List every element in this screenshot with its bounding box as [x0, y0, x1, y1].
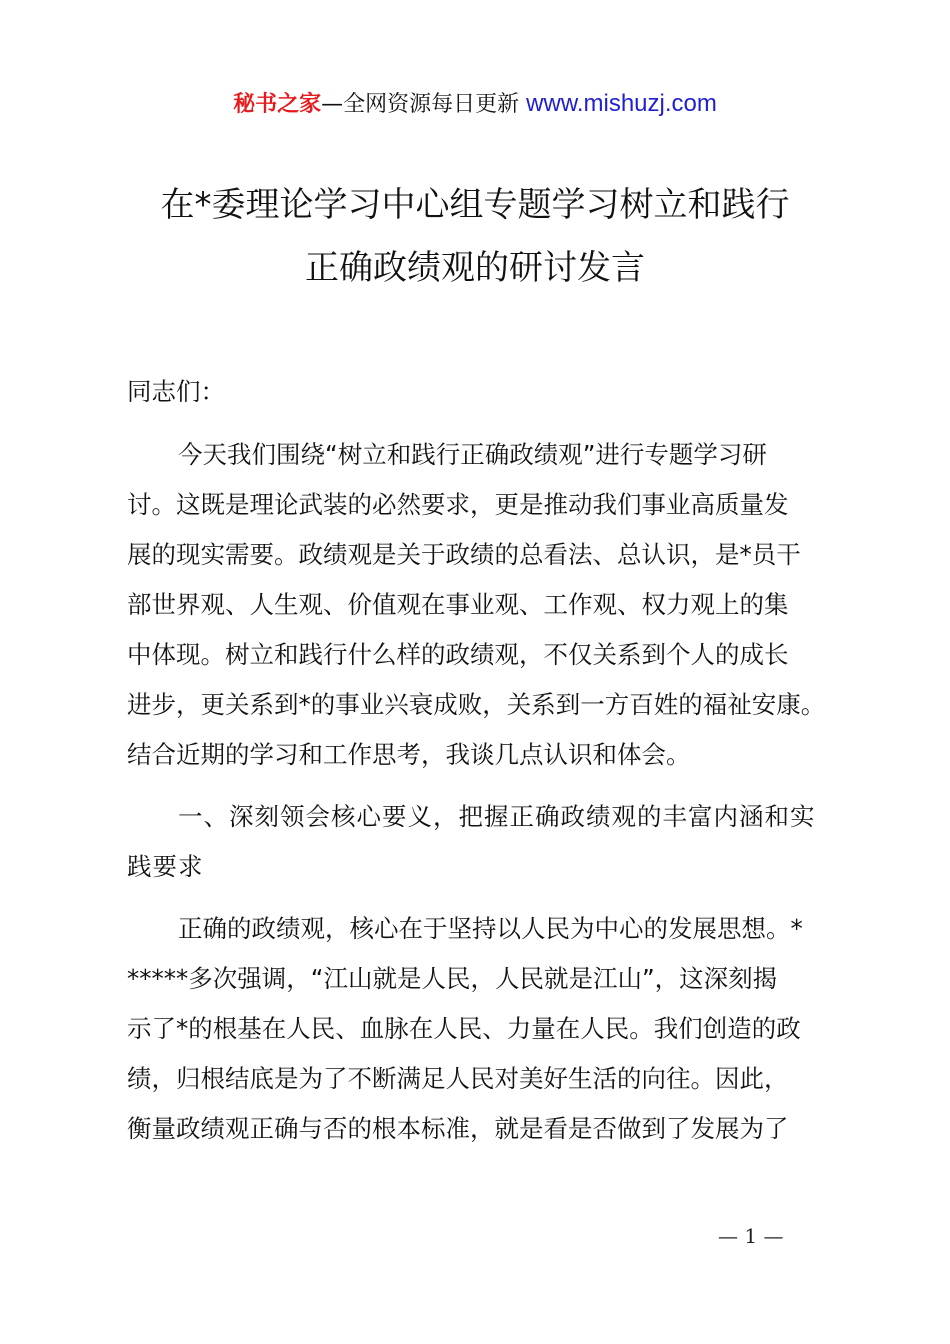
document-title-line-1: 在*委理论学习中心组专题学习树立和践行 [160, 185, 790, 225]
text-line: 进步，更关系到*的事业兴衰成败，关系到一方百姓的福祉安康。 [127, 690, 826, 719]
site-banner [0, 88, 950, 121]
text-line: 衡量政绩观正确与否的根本标准，就是看是否做到了发展为了 [127, 1114, 789, 1143]
text-line: 展的现实需要。政绩观是关于政绩的总看法、总认识，是*员干 [127, 540, 801, 569]
text-line: *****多次强调，“江山就是人民，人民就是江山”，这深刻揭 [127, 964, 778, 993]
heading-line: 践要求 [127, 852, 204, 881]
text-line: 示了*的根基在人民、血脉在人民、力量在人民。我们创造的政 [127, 1014, 801, 1043]
text-line: 正确的政绩观，核心在于坚持以人民为中心的发展思想。* [178, 914, 803, 943]
heading-line: 一、深刻领会核心要义，把握正确政绩观的丰富内涵和实 [178, 802, 816, 831]
text-line: 部世界观、人生观、价值观在事业观、工作观、权力观上的集 [127, 590, 789, 619]
document-title-line-2: 正确政绩观的研讨发言 [305, 248, 645, 288]
text-line: 中体现。树立和践行什么样的政绩观，不仅关系到个人的成长 [127, 640, 789, 669]
text-line: 结合近期的学习和工作思考，我谈几点认识和体会。 [127, 740, 691, 769]
salutation: 同志们： [127, 377, 225, 406]
text-line: 绩，归根结底是为了不断满足人民对美好生活的向往。因此， [127, 1064, 789, 1093]
text-line: 今天我们围绕“树立和践行正确政绩观”进行专题学习研 [178, 440, 767, 469]
text-line: 讨。这既是理论武装的必然要求，更是推动我们事业高质量发 [127, 490, 789, 519]
page-number: — 1 — [718, 1224, 784, 1248]
site-url-link[interactable]: www.mishuzj.com [526, 90, 717, 117]
brand-name: 秘书之家 [233, 92, 322, 117]
slogan: —全网资源每日更新 [321, 92, 527, 117]
